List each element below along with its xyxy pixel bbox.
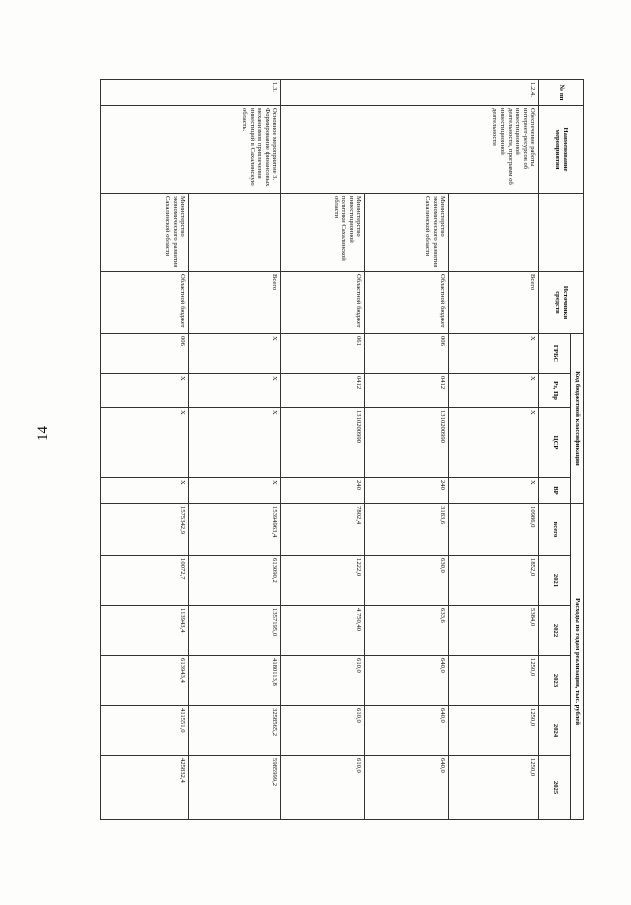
header-2021: 2021 — [539, 556, 571, 606]
cell-total: 7802,4 — [281, 504, 365, 556]
cell-executor: Министерство инвестиционной политики Сахалинской области — [281, 194, 365, 272]
cell-rzpr: Х — [449, 374, 539, 408]
cell-name: Обеспечение работы интернет-ресурсов об инвестиционной деятельности, программ об инвестиционной деятельности — [449, 106, 539, 194]
header-vr: ВР — [539, 478, 571, 504]
page-number: 14 — [35, 426, 51, 441]
cell-2023: 613943,4 — [101, 656, 189, 706]
header-executor — [539, 194, 584, 272]
cell-2023: 640,0 — [365, 656, 449, 706]
cell-name: Основное мероприятие 3. Формирование финансовых механизмов привлечения инвестиций в Сахалинскую область. — [189, 106, 281, 194]
cell-rzpr: 0412 — [281, 374, 365, 408]
cell-csr: Х — [449, 408, 539, 478]
cell-total: 1575342,9 — [101, 504, 189, 556]
cell-vr: 240 — [365, 478, 449, 504]
cell-executor: Министерство экономического развития Сахалинской области — [101, 194, 189, 272]
cell-rzpr: Х — [189, 374, 281, 408]
cell-csr: 1310200990 — [365, 408, 449, 478]
cell-num — [281, 80, 365, 106]
table-row — [281, 80, 365, 820]
cell-name — [281, 106, 365, 194]
cell-total: 3183,6 — [365, 504, 449, 556]
cell-total: 15394963,4 — [189, 504, 281, 556]
cell-2023: 4180113,8 — [189, 656, 281, 706]
header-2024: 2024 — [539, 706, 571, 756]
cell-2025: 5985999,2 — [189, 756, 281, 820]
cell-2024: 1250,0 — [449, 706, 539, 756]
header-name: Наименование мероприятия — [539, 106, 584, 194]
cell-total: 10986,0 — [449, 504, 539, 556]
table-row — [449, 80, 539, 820]
header-total: всего — [539, 504, 571, 556]
cell-source: Областной бюджет — [101, 272, 189, 334]
cell-2024: 411551,0 — [101, 706, 189, 756]
header-2023: 2023 — [539, 656, 571, 706]
table-row — [365, 80, 449, 820]
cell-2022: 113943,4 — [101, 606, 189, 656]
cell-2021: 1222,0 — [281, 556, 365, 606]
cell-2021: 613090,2 — [189, 556, 281, 606]
cell-csr: Х — [101, 408, 189, 478]
cell-2022: 1357195,0 — [189, 606, 281, 656]
cell-vr: Х — [101, 478, 189, 504]
header-2022: 2022 — [539, 606, 571, 656]
cell-2023: 1250,0 — [449, 656, 539, 706]
cell-2024: 3258565,2 — [189, 706, 281, 756]
cell-vr: Х — [449, 478, 539, 504]
cell-2022: 5384,0 — [449, 606, 539, 656]
header-2025: 2025 — [539, 756, 571, 820]
cell-2022: 633,6 — [365, 606, 449, 656]
cell-vr: 240 — [281, 478, 365, 504]
header-csr: ЦСР — [539, 408, 571, 478]
cell-grbs: Х — [449, 334, 539, 374]
cell-2024: 640,0 — [365, 706, 449, 756]
header-grbs: ГРБС — [539, 334, 571, 374]
cell-2025: 610,0 — [281, 756, 365, 820]
cell-2025: 1250,0 — [449, 756, 539, 820]
cell-2021: 10072,7 — [101, 556, 189, 606]
cell-2023: 610,0 — [281, 656, 365, 706]
cell-executor — [189, 194, 281, 272]
cell-rzpr: Х — [101, 374, 189, 408]
cell-2021: 630,0 — [365, 556, 449, 606]
cell-num: 1.3. — [189, 80, 281, 106]
cell-source: Всего — [449, 272, 539, 334]
cell-num — [365, 80, 449, 106]
cell-num: 1.2.4. — [449, 80, 539, 106]
header-expenses-group: Расходы по годам реализации, тыс. рублей — [571, 504, 584, 820]
cell-executor — [449, 194, 539, 272]
cell-source: Областной бюджет — [281, 272, 365, 334]
cell-grbs: 006 — [365, 334, 449, 374]
cell-2025: 640,0 — [365, 756, 449, 820]
table-row — [189, 80, 281, 820]
cell-source: Всего — [189, 272, 281, 334]
cell-num — [101, 80, 189, 106]
cell-2025: 425832,4 — [101, 756, 189, 820]
table-row — [101, 80, 189, 820]
cell-2022: 4 750,40 — [281, 606, 365, 656]
cell-grbs: 006 — [101, 334, 189, 374]
cell-name — [365, 106, 449, 194]
header-num: № пп — [539, 80, 584, 106]
cell-vr: Х — [189, 478, 281, 504]
cell-csr: Х — [189, 408, 281, 478]
cell-name — [101, 106, 189, 194]
cell-executor: Министерство экономического развития Сахалинской области — [365, 194, 449, 272]
budget-table — [100, 79, 584, 820]
cell-source: Областной бюджет — [365, 272, 449, 334]
header-kbk-group: Код бюджетной классификации — [571, 334, 584, 504]
cell-2024: 610,0 — [281, 706, 365, 756]
cell-2021: 1852,0 — [449, 556, 539, 606]
header-row-1 — [571, 80, 584, 820]
cell-grbs: Х — [189, 334, 281, 374]
cell-csr: 1310200990 — [281, 408, 365, 478]
header-source: Источники средств — [539, 272, 584, 334]
header-rzpr: Рз, Пр — [539, 374, 571, 408]
cell-rzpr: 0412 — [365, 374, 449, 408]
rotated-table-container — [79, 79, 584, 819]
cell-grbs: 061 — [281, 334, 365, 374]
